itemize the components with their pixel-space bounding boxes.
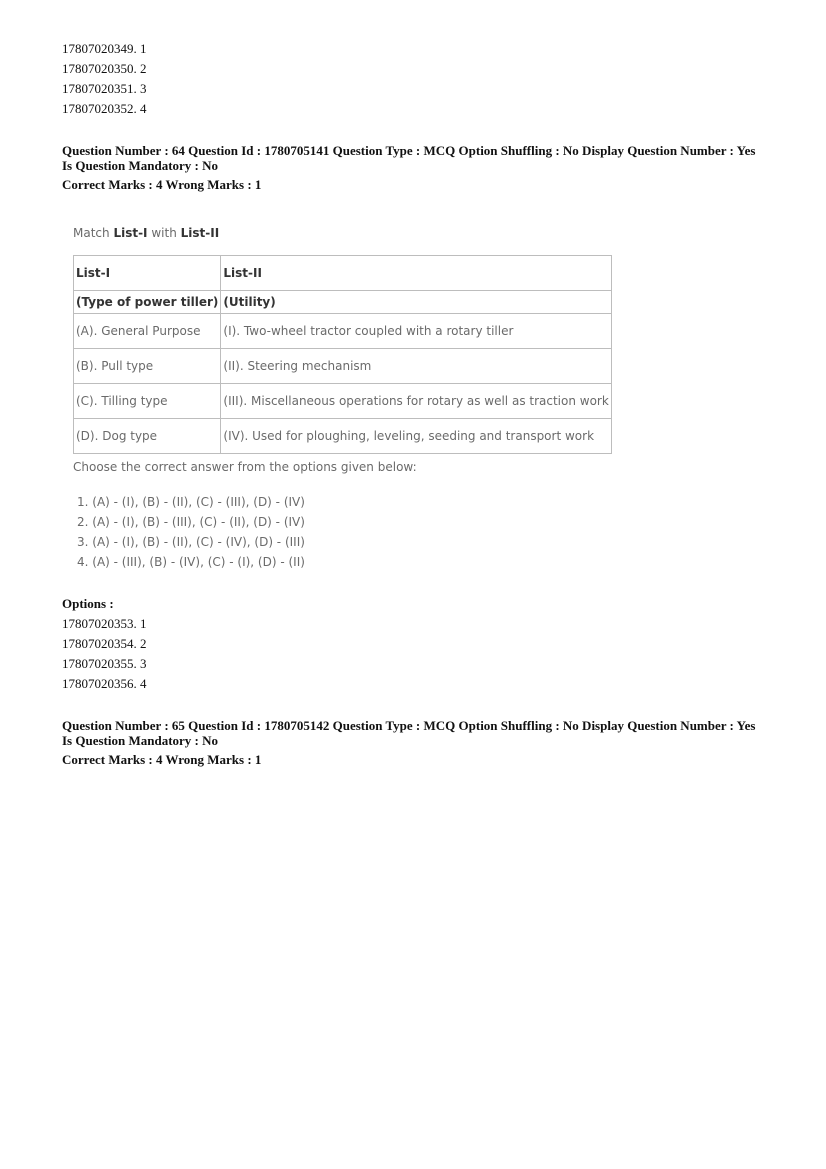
table-cell: (IV). Used for ploughing, leveling, seeding and transport work <box>221 419 611 454</box>
option-number: 4 <box>140 101 147 116</box>
table-subheader-row <box>74 291 612 314</box>
answer-choice-4: 4. (A) - (III), (B) - (IV), (C) - (I), (D) - (II) <box>77 555 305 569</box>
option-id: 17807020356. <box>62 676 137 691</box>
answer-choice-3: 3. (A) - (I), (B) - (II), (C) - (IV), (D) - (III) <box>77 535 305 549</box>
option-number: 3 <box>140 656 147 671</box>
table-cell: (I). Two-wheel tractor coupled with a rotary tiller <box>221 314 611 349</box>
table-header-row <box>74 256 612 291</box>
q64-option-3 <box>62 656 147 672</box>
table-row <box>74 384 612 419</box>
q65-marks: Correct Marks : 4 Wrong Marks : 1 <box>62 752 262 767</box>
option-id: 17807020355. <box>62 656 137 671</box>
table-cell: (D). Dog type <box>74 419 221 454</box>
table-row <box>74 419 612 454</box>
table-cell: (C). Tilling type <box>74 384 221 419</box>
option-id: 17807020351. <box>62 81 137 96</box>
answer-choice-2: 2. (A) - (I), (B) - (III), (C) - (II), (D) - (IV) <box>77 515 305 529</box>
q64-header-line1: Question Number : 64 Question Id : 1780705141 Question Type : MCQ Option Shuffling : No Display Question Number : Yes <box>62 143 756 158</box>
option-number: 4 <box>140 676 147 691</box>
q64-marks: Correct Marks : 4 Wrong Marks : 1 <box>62 177 262 192</box>
option-number: 1 <box>140 616 147 631</box>
option-number: 1 <box>140 41 147 56</box>
table-header-cell: List-I <box>74 256 221 291</box>
option-number: 2 <box>140 61 147 76</box>
q65-header-line2: Is Question Mandatory : No <box>62 733 219 748</box>
table-cell: (III). Miscellaneous operations for rotary as well as traction work <box>221 384 611 419</box>
option-number: 2 <box>140 636 147 651</box>
option-number: 3 <box>140 81 147 96</box>
prev-option-4 <box>62 101 147 117</box>
q64-option-2 <box>62 636 147 652</box>
option-id: 17807020349. <box>62 41 137 56</box>
table-header-cell: List-II <box>221 256 611 291</box>
question-image <box>62 212 609 582</box>
match-table <box>73 255 612 454</box>
match-prompt: Match List-I with List-II <box>73 226 220 240</box>
option-id: 17807020354. <box>62 636 137 651</box>
table-row <box>74 349 612 384</box>
choose-instruction: Choose the correct answer from the options given below: <box>73 460 417 474</box>
answer-choice-1: 1. (A) - (I), (B) - (II), (C) - (III), (D) - (IV) <box>77 495 305 509</box>
table-cell: (A). General Purpose <box>74 314 221 349</box>
prev-option-2 <box>62 61 147 77</box>
q64-option-4 <box>62 676 147 692</box>
option-id: 17807020352. <box>62 101 137 116</box>
table-cell: (II). Steering mechanism <box>221 349 611 384</box>
option-id: 17807020350. <box>62 61 137 76</box>
q65-header-line1: Question Number : 65 Question Id : 1780705142 Question Type : MCQ Option Shuffling : No Display Question Number : Yes <box>62 718 756 733</box>
table-cell: (Utility) <box>221 291 611 314</box>
prev-option-1 <box>62 41 147 57</box>
prev-option-3 <box>62 81 147 97</box>
q64-header-line2: Is Question Mandatory : No <box>62 158 219 173</box>
table-row <box>74 314 612 349</box>
table-cell: (B). Pull type <box>74 349 221 384</box>
table-cell: (Type of power tiller) <box>74 291 221 314</box>
options-label: Options : <box>62 596 114 611</box>
q64-option-1 <box>62 616 147 632</box>
option-id: 17807020353. <box>62 616 137 631</box>
